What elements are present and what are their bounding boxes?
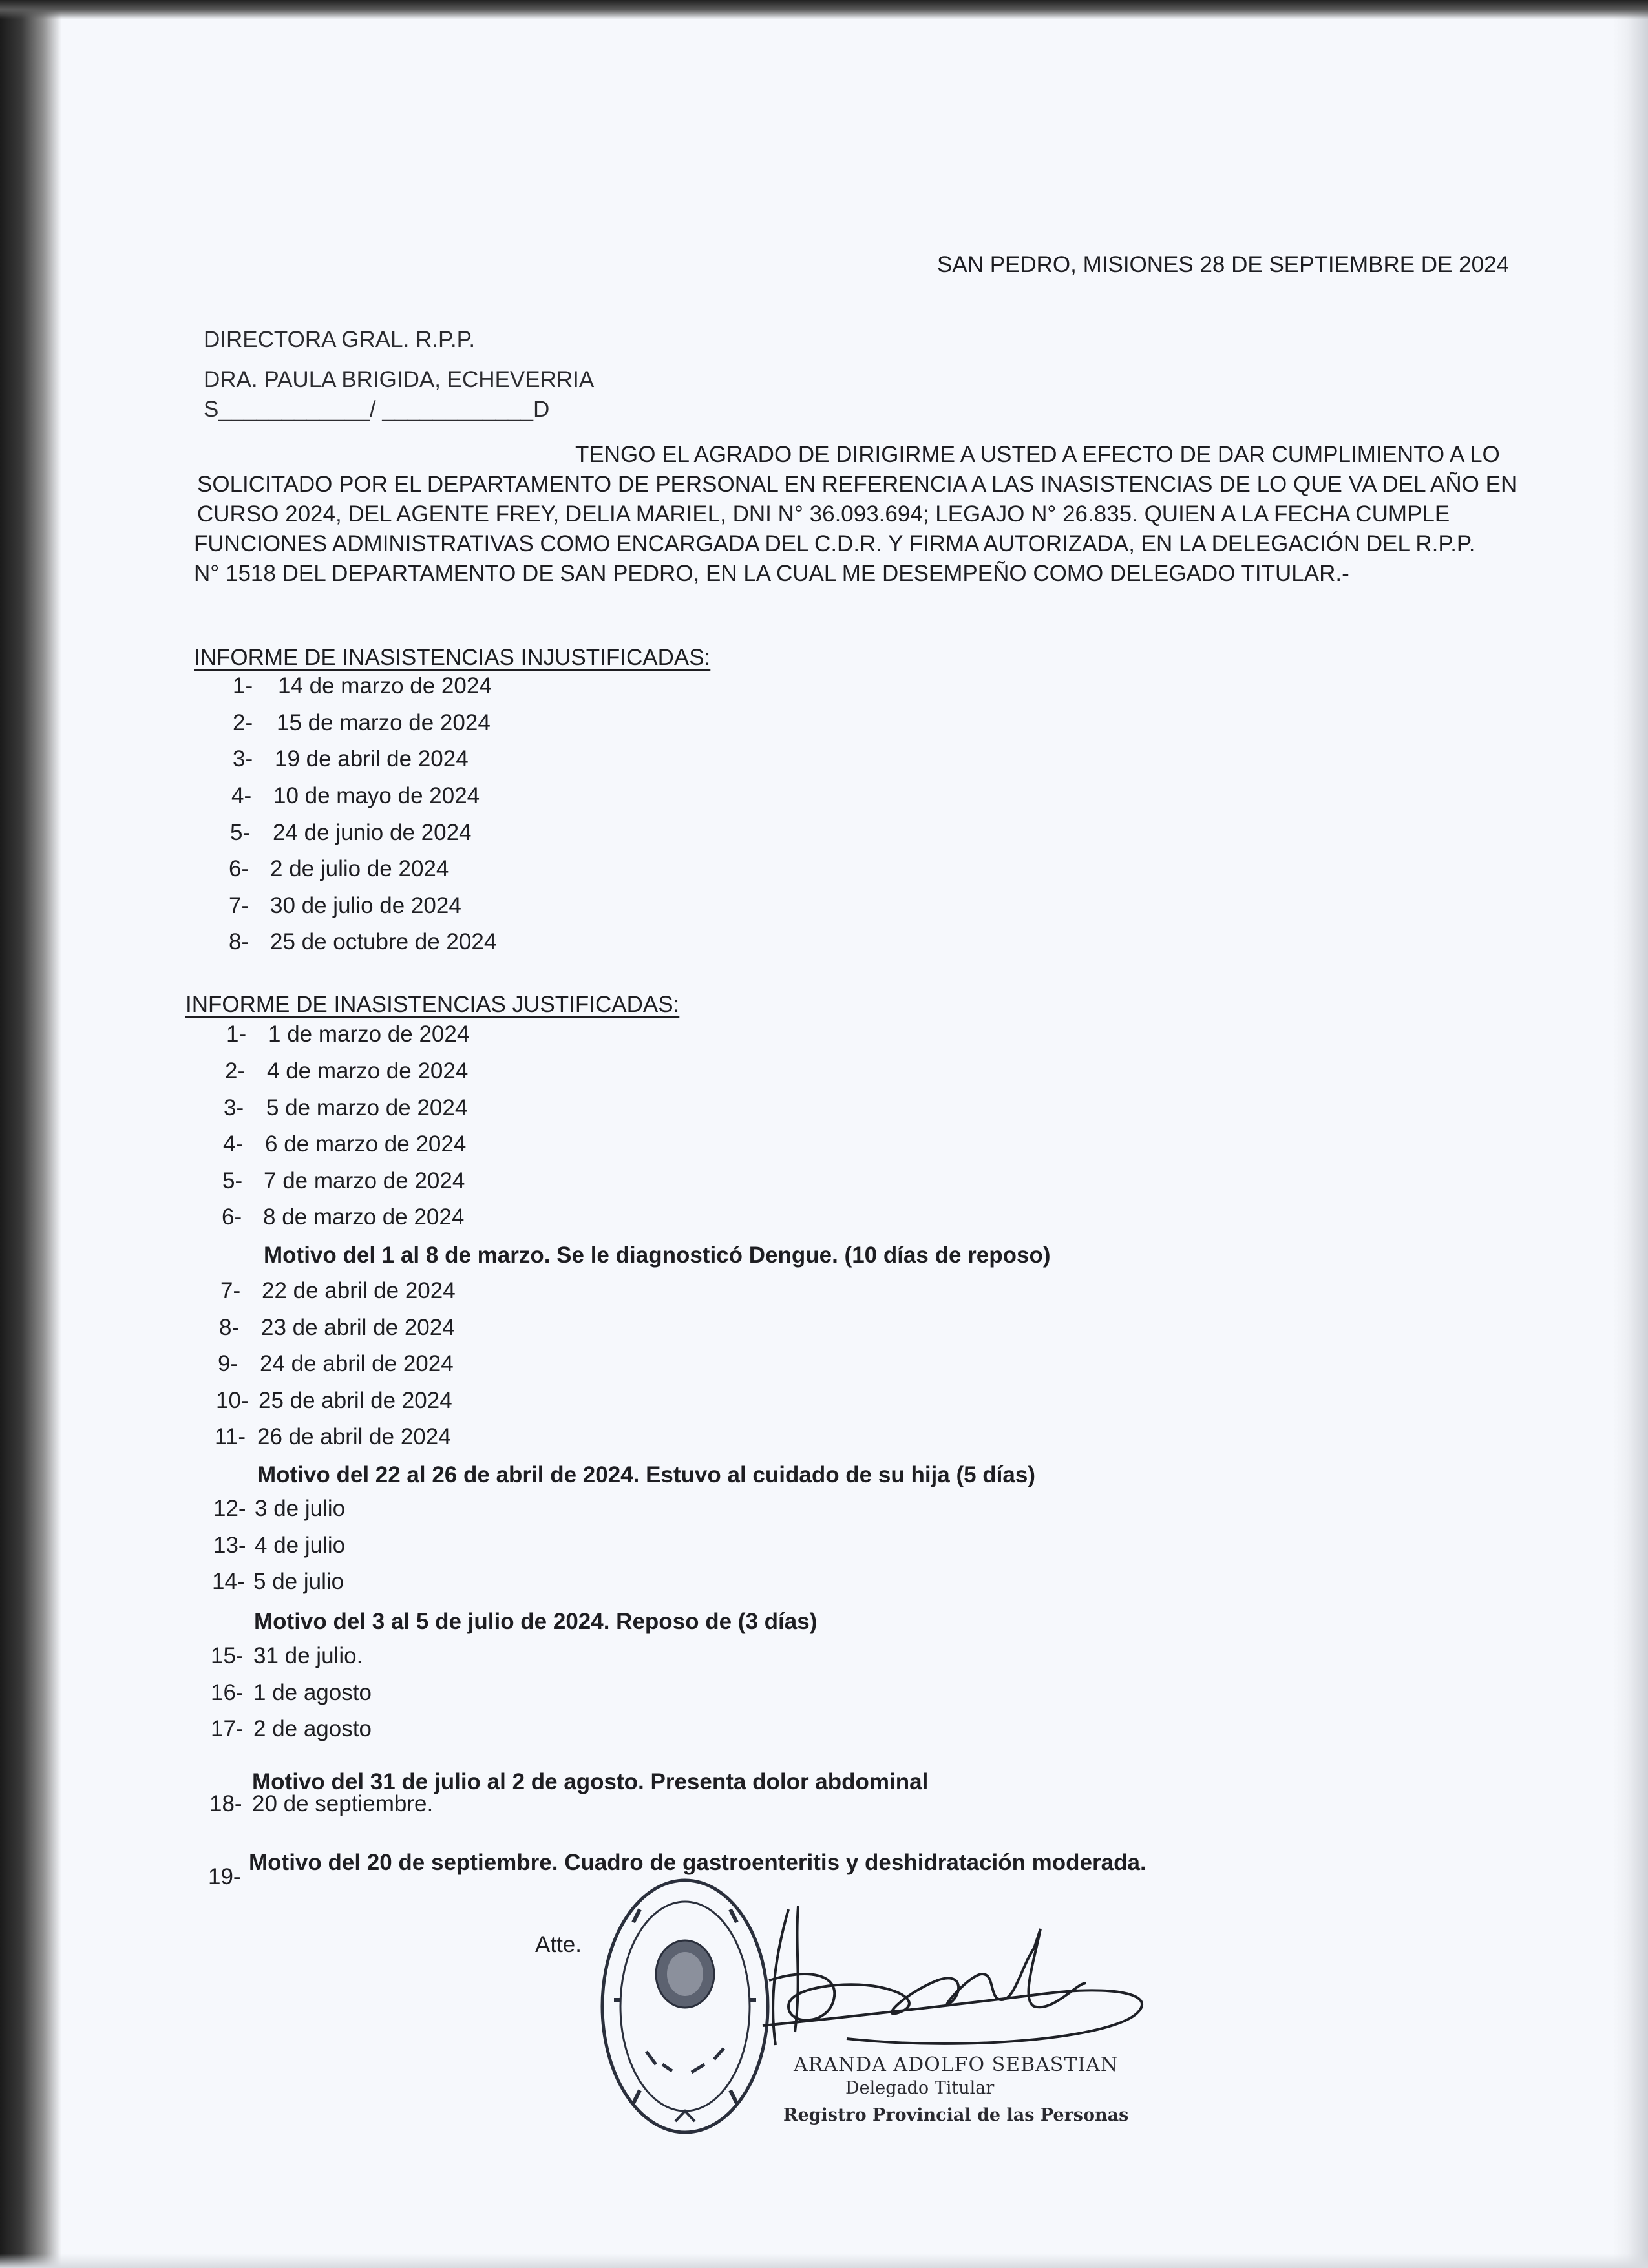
list-item-number: 2- — [233, 710, 253, 735]
list-item: 30 de julio de 2024 — [270, 893, 461, 918]
justified-reason: Motivo del 20 de septiembre. Cuadro de gastroenteritis y deshidratación moderada. — [249, 1850, 1146, 1875]
seal-stamp-icon — [595, 1871, 776, 2142]
list-item: 24 de abril de 2024 — [260, 1351, 454, 1376]
list-item-number: 11- — [215, 1424, 246, 1449]
list-item: 25 de abril de 2024 — [259, 1388, 452, 1413]
list-item-number: 15- — [211, 1643, 244, 1668]
justified-reason: Motivo del 3 al 5 de julio de 2024. Reposo de (3 días) — [254, 1609, 818, 1634]
list-item: 3 de julio — [255, 1496, 346, 1521]
list-item-number: 9- — [218, 1351, 238, 1376]
list-item-number: 4- — [223, 1131, 244, 1157]
list-item-number: 5- — [222, 1168, 243, 1193]
scan-bottom-edge — [0, 2254, 1648, 2268]
list-item-number: 18- — [209, 1791, 242, 1816]
list-item: 7 de marzo de 2024 — [264, 1168, 465, 1193]
list-item: 6 de marzo de 2024 — [265, 1131, 467, 1157]
list-item: 1 de agosto — [253, 1680, 372, 1705]
body-line-2: SOLICITADO POR EL DEPARTAMENTO DE PERSONAL EN REFERENCIA A LAS INASISTENCIAS DE LO QUE VA DEL AÑO EN — [197, 472, 1517, 497]
body-line-3: CURSO 2024, DEL AGENTE FREY, DELIA MARIEL, DNI N° 36.093.694; LEGAJO N° 26.835. QUIEN A LA FECHA CUMPLE — [197, 501, 1450, 527]
list-item-number: 8- — [229, 929, 249, 954]
justified-reason: Motivo del 22 al 26 de abril de 2024. Estuvo al cuidado de su hija (5 días) — [257, 1462, 1035, 1487]
date-line: SAN PEDRO, MISIONES 28 DE SEPTIEMBRE DE 2024 — [937, 252, 1509, 277]
signer-name: ARANDA ADOLFO SEBASTIAN — [794, 2053, 1119, 2076]
recipient-title: DIRECTORA GRAL. R.P.P. — [204, 327, 476, 352]
list-item: 5 de marzo de 2024 — [266, 1095, 468, 1120]
list-item: 10 de mayo de 2024 — [273, 783, 480, 808]
list-item: 19 de abril de 2024 — [275, 746, 469, 772]
list-item-number: 12- — [213, 1496, 246, 1521]
justified-heading: INFORME DE INASISTENCIAS JUSTIFICADAS: — [185, 992, 680, 1017]
list-item: 2 de julio de 2024 — [270, 856, 449, 881]
body-line-4: FUNCIONES ADMINISTRATIVAS COMO ENCARGADA DEL C.D.R. Y FIRMA AUTORIZADA, EN LA DELEGACIÓN DEL R.P.P. — [194, 531, 1475, 556]
list-item: 4 de julio — [255, 1533, 346, 1558]
list-item: 20 de septiembre. — [252, 1791, 434, 1816]
list-item-number: 7- — [229, 893, 249, 918]
list-item: 25 de octubre de 2024 — [270, 929, 497, 954]
recipient-salutation: S____________/ ____________D — [204, 397, 550, 422]
list-item-number: 2- — [225, 1058, 246, 1084]
list-item: 23 de abril de 2024 — [261, 1315, 455, 1340]
list-item: 4 de marzo de 2024 — [267, 1058, 469, 1084]
list-item-number: 5- — [230, 820, 251, 845]
list-item: 24 de junio de 2024 — [273, 820, 472, 845]
list-item: 22 de abril de 2024 — [262, 1278, 456, 1303]
list-item-number: 1- — [226, 1022, 247, 1047]
signature-icon — [750, 1903, 1163, 2071]
body-line-1: TENGO EL AGRADO DE DIRIGIRME A USTED A EFECTO DE DAR CUMPLIMIENTO A LO — [575, 442, 1500, 467]
list-item-number: 4- — [231, 783, 252, 808]
list-item-number: 6- — [229, 856, 249, 881]
list-item: 14 de marzo de 2024 — [278, 673, 492, 698]
recipient-name: DRA. PAULA BRIGIDA, ECHEVERRIA — [204, 367, 595, 392]
list-item-number: 14- — [212, 1569, 245, 1594]
list-item-number: 6- — [222, 1204, 242, 1230]
justified-reason: Motivo del 1 al 8 de marzo. Se le diagnosticó Dengue. (10 días de reposo) — [264, 1243, 1051, 1268]
signer-org: Registro Provincial de las Personas — [783, 2105, 1129, 2125]
list-item: 26 de abril de 2024 — [257, 1424, 451, 1449]
scan-right-edge — [1612, 0, 1648, 2268]
list-item: 15 de marzo de 2024 — [277, 710, 491, 735]
list-item-number: 1- — [233, 673, 253, 698]
list-item-number: 17- — [211, 1716, 244, 1741]
unjustified-heading: INFORME DE INASISTENCIAS INJUSTIFICADAS: — [194, 645, 711, 670]
list-item: 8 de marzo de 2024 — [263, 1204, 465, 1230]
closing-atte: Atte. — [535, 1932, 582, 1957]
list-item: 5 de julio — [253, 1569, 344, 1594]
list-item-number: 7- — [220, 1278, 241, 1303]
scan-top-edge — [0, 0, 1648, 19]
justified-reason: Motivo del 31 de julio al 2 de agosto. Presenta dolor abdominal — [252, 1769, 929, 1794]
scan-left-shadow — [0, 0, 61, 2268]
list-item-number: 3- — [233, 746, 253, 772]
list-item-number: 3- — [224, 1095, 244, 1120]
list-item: 2 de agosto — [253, 1716, 372, 1741]
list-item-number: 10- — [216, 1388, 249, 1413]
list-item-number: 19- — [208, 1864, 241, 1889]
list-item-number: 13- — [213, 1533, 246, 1558]
list-item-number: 8- — [219, 1315, 240, 1340]
list-item-number: 16- — [211, 1680, 244, 1705]
body-line-5: N° 1518 DEL DEPARTAMENTO DE SAN PEDRO, EN LA CUAL ME DESEMPEÑO COMO DELEGADO TITULAR.- — [194, 561, 1349, 586]
list-item: 31 de julio. — [253, 1643, 363, 1668]
list-item: 1 de marzo de 2024 — [268, 1022, 470, 1047]
signer-role: Delegado Titular — [845, 2078, 995, 2098]
